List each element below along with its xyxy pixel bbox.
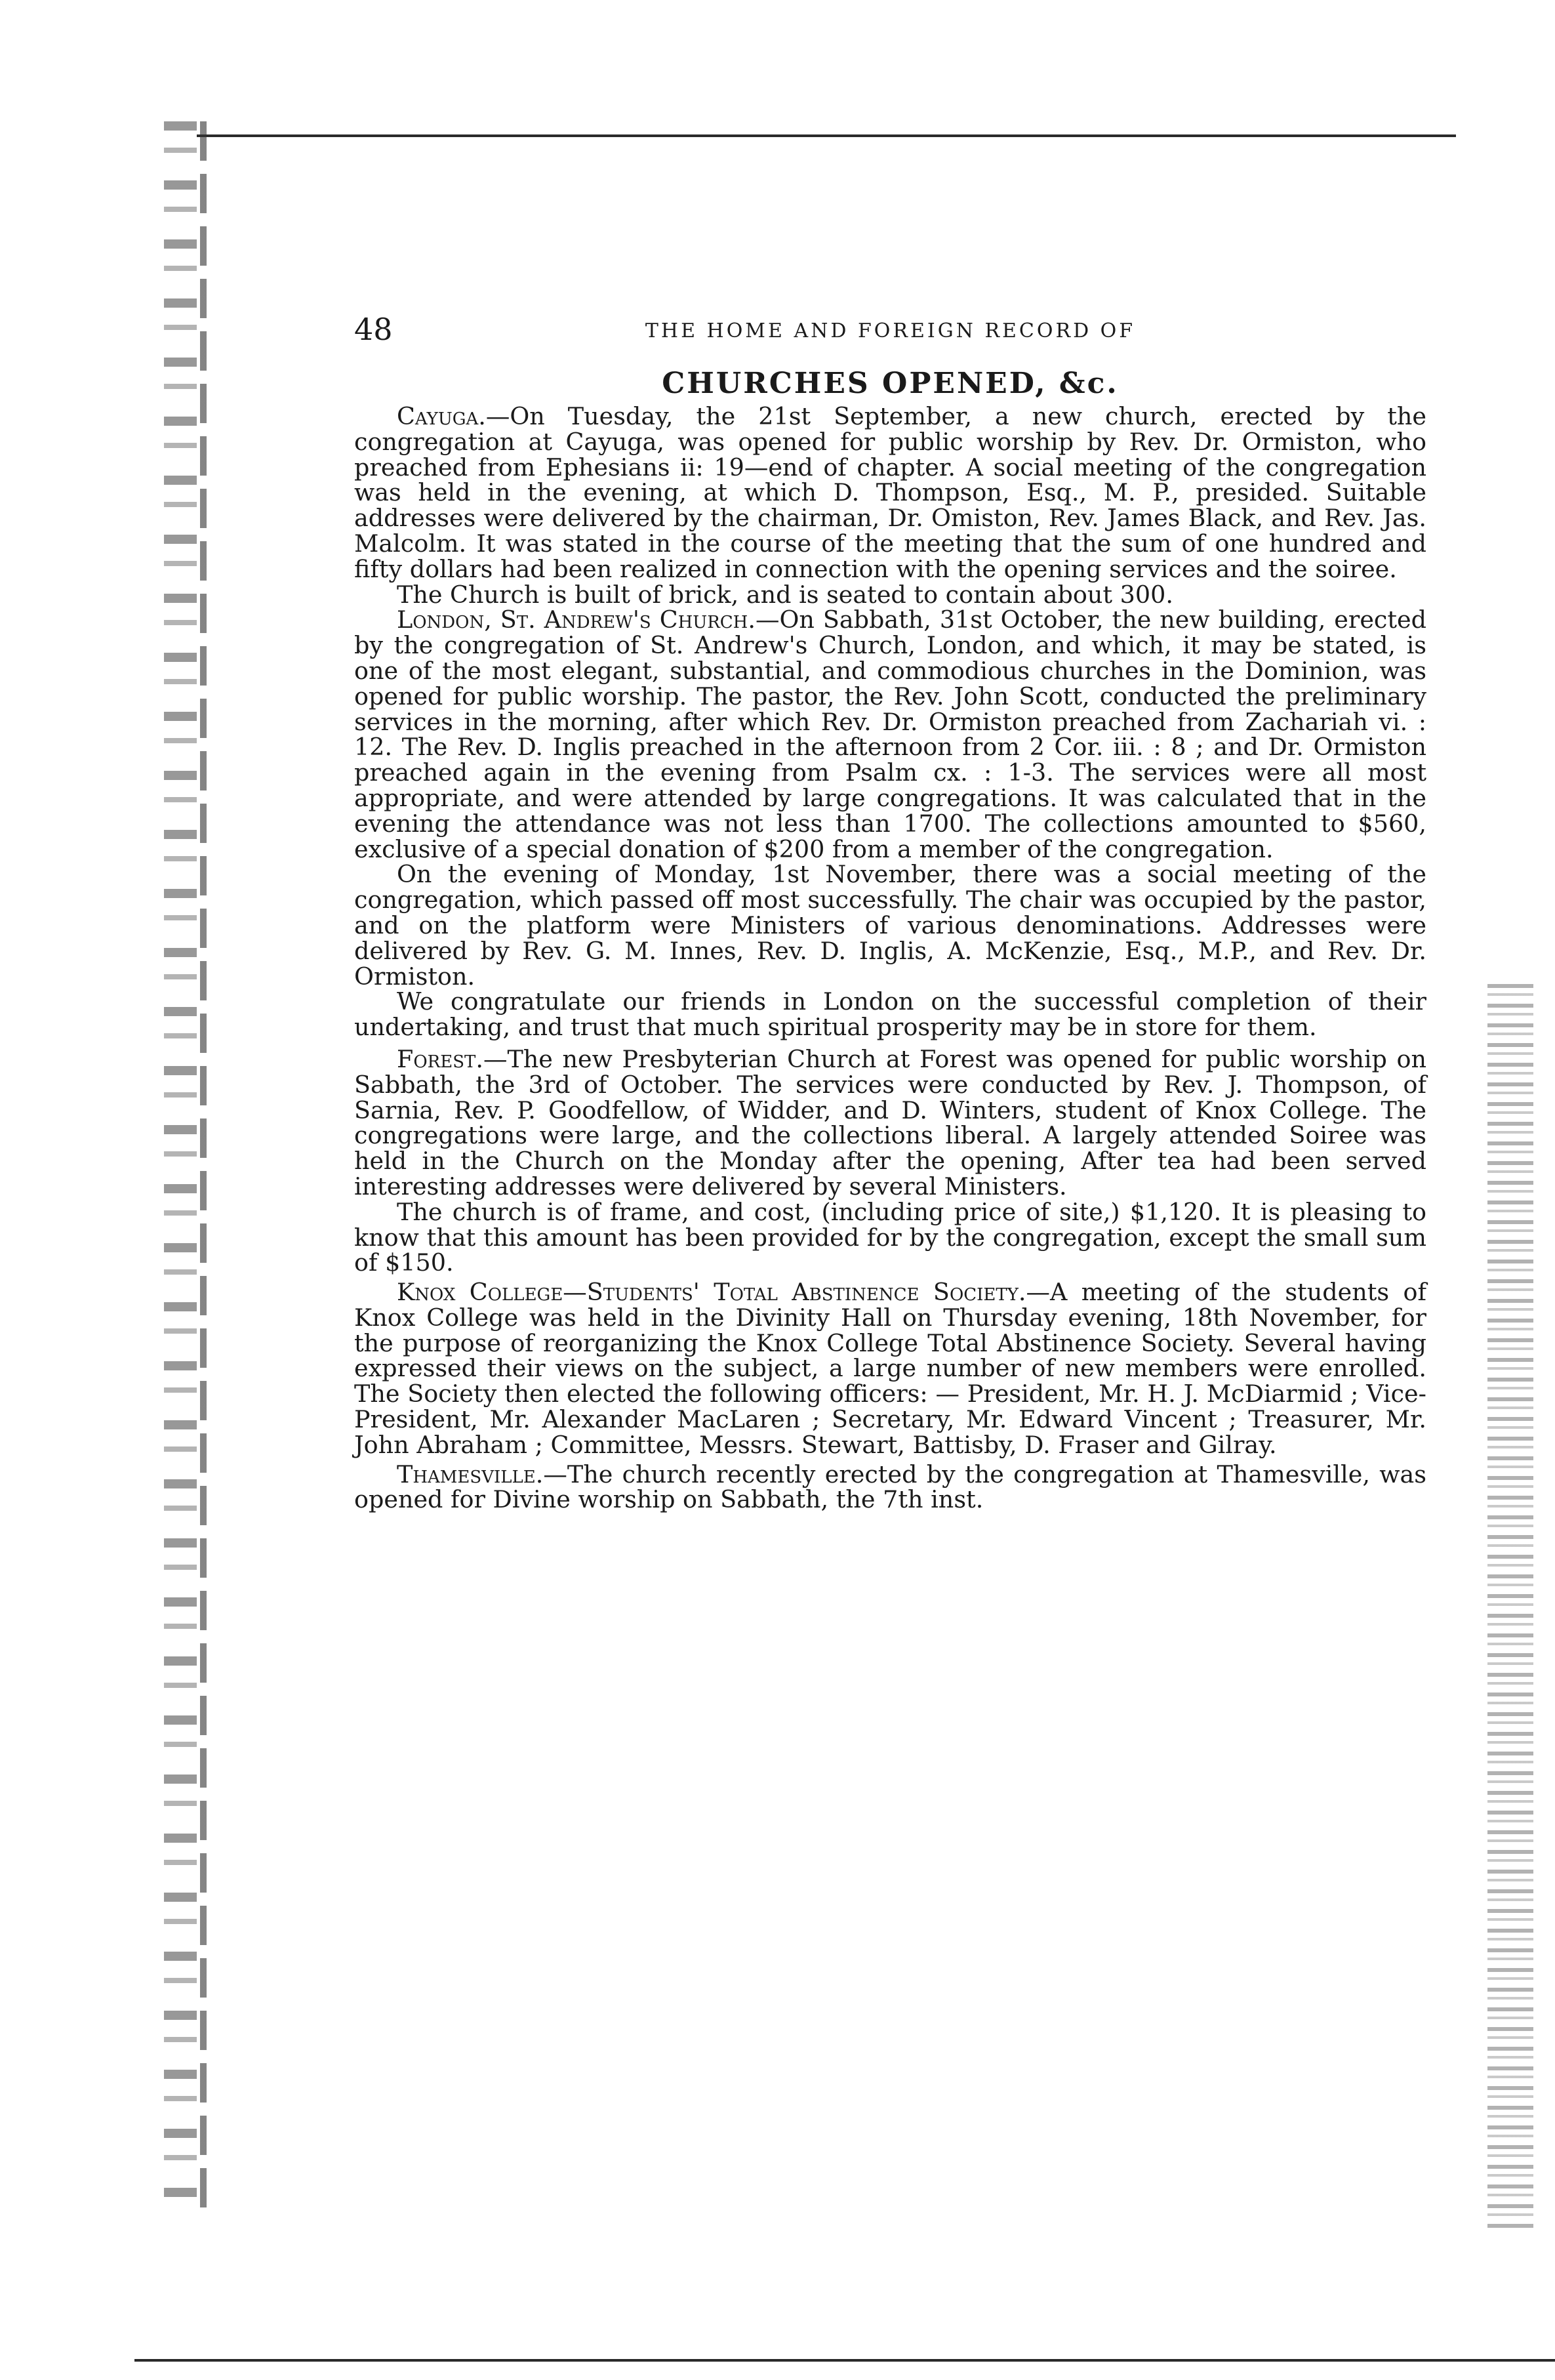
paragraph-london-social xyxy=(354,862,1426,989)
paragraph-text: —On Tuesday, the 21st September, a new church, erected by the congregation at Cayuga, was opened for public worship by Rev. Dr. Ormiston, who preached from Ephesians ii: 19—end of chapter. A social meeting of the congregation was held in the evening, at which D. Thompson, Esq., M. P., presided. Suitable addresses were delivered by the chairman, Dr. Omiston, Rev. James Black, and Rev. Jas. Malcolm. It was stated in the course of the meeting that the sum of one hundred and fifty dollars had been realized in connection with the opening services and the soiree. xyxy=(354,402,1426,583)
paragraph-cayuga xyxy=(354,404,1426,583)
paragraph-london-congratulate xyxy=(354,989,1426,1040)
paragraph-text: On the evening of Monday, 1st November, there was a social meeting of the congregation, which passed off most successfully. The chair was occupied by the pastor, and on the platform were Ministers of various denominations. Addresses were delivered by Rev. G. M. Innes, Rev. D. Inglis, A. McKenzie, Esq., M.P., and Rev. Dr. Ormiston. xyxy=(354,860,1426,991)
scan-edge-left-inner xyxy=(200,121,207,2214)
paragraph-lead: Forest. xyxy=(397,1044,483,1073)
page-body xyxy=(354,312,1426,1513)
scan-edge-left xyxy=(164,121,197,2214)
paragraph-text: —The church recently erected by the congregation at Thamesville, was opened for Divine worship on Sabbath, the 7th inst. xyxy=(354,1460,1426,1514)
paragraph-cayuga-church xyxy=(354,580,1426,609)
top-rule xyxy=(197,134,1456,137)
paragraph-forest-cost xyxy=(354,1197,1426,1277)
paragraph-london xyxy=(354,607,1426,862)
running-title: THE HOME AND FOREIGN RECORD OF xyxy=(645,319,1136,342)
paragraph-lead: Knox College—Students' Total Abstinence Society. xyxy=(397,1278,1026,1307)
section-title: CHURCHES OPENED, &c. xyxy=(662,367,1119,400)
paragraph-thamesville xyxy=(354,1462,1426,1513)
scan-edge-right xyxy=(1487,984,1533,2230)
paragraph-text: —A meeting of the students of Knox College was held in the Divinity Hall on Thursday evening, 18th November, for the purpose of reorganizing the Knox College Total Abstinence Society. Several having expressed their views on the subject, a large number of new members were enrolled. The Society then elected the following officers: — President, Mr. H. J. McDiarmid ; Vice-President, Mr. Alexander MacLaren ; Secretary, Mr. Edward Vincent ; Treasurer, Mr. John Abraham ; Committee, Messrs. Stewart, Battisby, D. Fraser and Gilray. xyxy=(354,1278,1426,1459)
paragraph-text: —On Sabbath, 31st October, the new building, erected by the congregation of St. Andrew's Church, London, and which, it may be stated, is one of the most elegant, substantial, and commodious churches in the Dominion, was opened for public worship. The pastor, the Rev. John Scott, conducted the preliminary services in the morning, after which Rev. Dr. Ormiston preached from Zachariah vi. : 12. The Rev. D. Inglis preached in the afternoon from 2 Cor. iii. : 8 ; and Dr. Ormiston preached again in the evening from Psalm cx. : 1-3. The services were all most appropriate, and were attended by large congregations. It was calculated that in the evening the attendance was not less than 1700. The collections amounted to $560, exclusive of a special donation of $200 from a member of the congregation. xyxy=(354,605,1426,863)
paragraph-lead: Thamesville. xyxy=(397,1460,544,1488)
paragraph-text: The Church is built of brick, and is seated to contain about 300. xyxy=(397,580,1173,609)
paragraph-text: We congratulate our friends in London on the successful completion of their undertaking, and trust that much spiritual prosperity may be in store for them. xyxy=(354,987,1426,1042)
paragraph-text: —The new Presbyterian Church at Forest was opened for public worship on Sabbath, the 3rd of October. The services were conducted by Rev. J. Thompson, of Sarnia, Rev. P. Goodfellow, of Widder, and D. Winters, student of Knox College. The congregations were large, and the collections liberal. A largely attended Soiree was held in the Church on the Monday after the opening, After tea had been served interesting addresses were delivered by several Ministers. xyxy=(354,1044,1426,1200)
bottom-rule xyxy=(134,2359,1555,2362)
paragraph-lead: London, St. Andrew's Church. xyxy=(397,605,756,634)
paragraph-forest xyxy=(354,1044,1426,1200)
paragraph-lead: Cayuga. xyxy=(397,402,486,430)
paragraph-knox-college xyxy=(354,1280,1426,1458)
page-header xyxy=(354,312,1426,358)
page-number: 48 xyxy=(354,312,393,347)
paragraph-text: The church is of frame, and cost, (including price of site,) $1,120. It is pleasing to know that this amount has been provided for by the congregation, except the small sum of $150. xyxy=(354,1197,1426,1277)
